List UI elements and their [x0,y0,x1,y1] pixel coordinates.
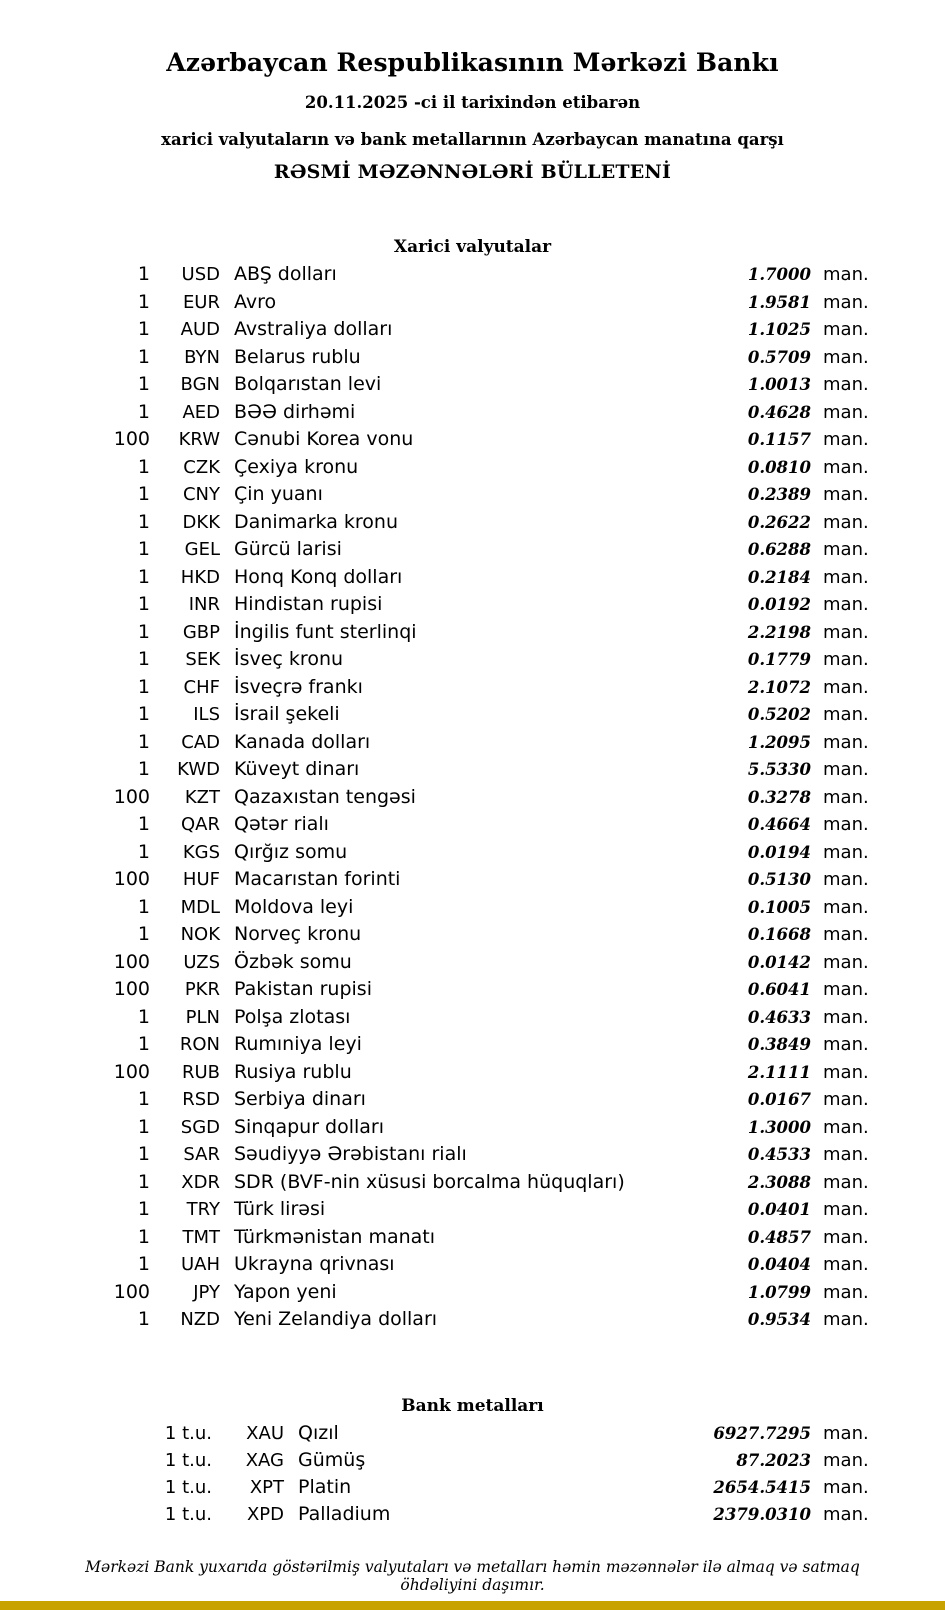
rate-value: 1.3000 [747,1117,811,1137]
table-row [60,1033,885,1061]
table-row [60,1253,885,1281]
currency-code: KWD [177,759,220,780]
currency-name: Belarus rublu [234,345,361,368]
currency-code: SGD [180,1116,220,1138]
rate-value: 0.6041 [747,980,811,999]
currency-code: XDR [181,1171,220,1193]
table-row [60,1116,885,1144]
metals-heading: Bank metalları [401,1395,544,1416]
currency-code: UZS [183,951,220,973]
rate-quantity: 1 [137,895,150,918]
rate-unit: man. [823,511,869,533]
currency-name: Çexiya kronu [234,455,359,478]
currency-code: ILS [193,704,220,725]
table-row [60,1088,885,1116]
rate-unit: man. [823,539,869,560]
rate-unit: man. [823,566,869,588]
currency-code: HKD [180,566,220,588]
currency-name: Palladium [298,1502,391,1525]
currency-rates-table [60,263,885,1336]
rate-unit: man. [823,786,869,808]
currency-code: XPD [246,1503,284,1525]
rate-unit: man. [823,1254,869,1275]
currency-name: İsveç kronu [234,648,344,670]
table-row [60,566,885,594]
rate-quantity: 1 [137,1033,150,1055]
rate-value: 87.2023 [736,1450,811,1470]
rate-quantity: 1 [137,1225,150,1248]
currency-name: Pakistan rupisi [234,978,372,1000]
currency-code: BYN [184,346,220,368]
currency-name: Türk lirəsi [234,1198,326,1220]
rate-value: 0.2622 [747,512,811,532]
currency-name: Qazaxıstan tengəsi [234,785,416,808]
rate-quantity: 1 t.u. [164,1476,212,1498]
bottom-accent-bar [0,1601,945,1610]
rate-quantity: 1 [137,593,150,615]
rate-value: 0.4633 [747,1007,811,1027]
rate-value: 0.6288 [747,540,811,559]
footnote: Mərkəzi Bank yuxarıda göstərilmiş valyutaları və metalları həmin məzənnələr ilə almaq və satmaq öhdəliyini daşımır. [85,1557,860,1594]
rate-unit: man. [823,951,869,973]
rate-value: 0.2389 [747,485,811,504]
rate-value: 0.4664 [747,815,811,834]
currency-code: XPT [249,1476,284,1498]
rate-quantity: 1 t.u. [164,1422,212,1444]
currency-code: MDL [180,896,220,918]
rate-value: 0.0194 [747,842,811,862]
rate-value: 1.2095 [747,732,811,752]
rate-unit: man. [823,649,869,670]
currency-code: INR [188,594,220,615]
table-row [60,1006,885,1034]
rate-quantity: 1 [137,1088,150,1110]
currency-name: Platin [298,1475,352,1498]
currency-code: SEK [185,649,220,670]
metal-rates-table [60,1422,885,1530]
currency-name: Polşa zlotası [234,1005,351,1028]
rate-value: 2379.0310 [713,1504,811,1524]
currency-name: Rusiya rublu [234,1060,352,1083]
rate-unit: man. [823,731,869,753]
rate-unit: man. [823,841,869,863]
rate-value: 1.0799 [747,1282,811,1302]
currency-code: XAU [246,1422,284,1444]
currency-code: KGS [182,841,220,863]
currency-name: Norveç kronu [234,923,362,945]
currency-name: Özbək somu [234,950,352,973]
rate-unit: man. [823,1449,869,1471]
rate-value: 2.3088 [747,1172,811,1192]
currency-name: Yeni Zelandiya dolları [234,1308,438,1330]
table-row [60,1171,885,1199]
rate-unit: man. [823,1034,869,1055]
rate-value: 2.1111 [747,1062,811,1082]
rate-value: 0.4533 [747,1145,811,1164]
currency-code: EUR [182,291,220,313]
table-row [60,1281,885,1309]
currency-name: Honq Konq dolları [234,565,403,588]
rate-value: 0.0142 [747,952,811,972]
rate-unit: man. [823,1309,869,1330]
currency-code: KZT [184,786,220,808]
rate-value: 1.7000 [747,265,811,284]
rate-unit: man. [823,594,869,615]
currency-name: İsrail şekeli [234,703,340,725]
rate-quantity: 1 [137,345,150,368]
table-row [60,896,885,924]
rate-value: 0.0810 [747,457,811,477]
currency-code: NZD [180,1309,220,1330]
rate-unit: man. [823,1089,869,1110]
rate-unit: man. [823,484,869,505]
currency-name: Gümüş [298,1448,366,1471]
table-row [60,263,885,291]
rate-unit: man. [823,1281,869,1303]
rate-unit: man. [823,346,869,368]
document-title: RƏSMİ MƏZƏNNƏLƏRİ BÜLLETENİ [273,161,672,183]
bank-name: Azərbaycan Respublikasının Mərkəzi Bankı [166,48,779,77]
rate-quantity: 100 [113,428,150,450]
currency-name: Ukrayna qrivnası [234,1253,395,1275]
currency-code: AED [182,401,220,423]
currency-name: Gürcü larisi [234,538,342,560]
rate-quantity: 100 [113,978,150,1000]
currency-code: HUF [182,869,220,890]
rate-quantity: 1 [137,538,150,560]
currency-code: NOK [180,924,220,945]
rate-unit: man. [823,291,869,313]
rate-quantity: 1 [137,1198,150,1220]
rate-quantity: 1 [137,483,150,505]
currency-code: UAH [180,1254,220,1275]
table-row [60,786,885,814]
table-row [60,318,885,346]
currency-name: Yapon yeni [234,1280,337,1303]
rate-quantity: 1 [137,648,150,670]
currency-code: DKK [182,511,220,533]
currency-name: ABŞ dolları [234,263,337,285]
rate-quantity: 100 [113,950,150,973]
rate-quantity: 1 [137,1005,150,1028]
rate-value: 0.4628 [747,402,811,422]
rate-value: 2.2198 [747,622,811,642]
table-row [60,758,885,786]
rate-quantity: 1 [137,758,150,780]
rate-quantity: 1 [137,675,150,698]
table-row [60,1476,885,1503]
rate-quantity: 1 [137,730,150,753]
rate-quantity: 1 [137,923,150,945]
currency-code: TRY [186,1199,220,1220]
currency-code: RON [179,1034,220,1055]
rate-value: 1.0013 [747,375,811,394]
rate-unit: man. [823,814,869,835]
table-row [60,1422,885,1449]
table-row [60,428,885,456]
rate-value: 0.3278 [747,787,811,807]
currency-name: Cənubi Korea vonu [234,428,414,450]
rate-unit: man. [823,319,869,340]
rate-unit: man. [823,1006,869,1028]
rate-value: 0.2184 [747,567,811,587]
table-row [60,346,885,374]
table-row [60,483,885,511]
table-row [60,1198,885,1226]
rate-unit: man. [823,1116,869,1138]
currencies-heading: Xarici valyutalar [393,237,552,257]
rate-value: 0.1005 [747,897,811,917]
currency-name: SDR (BVF-nin xüsusi borcalma hüquqları) [234,1170,625,1193]
table-row [60,373,885,401]
currency-name: Qətər rialı [234,813,329,835]
table-row [60,1061,885,1089]
rate-quantity: 1 t.u. [164,1503,212,1525]
currency-code: QAR [181,814,220,835]
currency-name: Hindistan rupisi [234,593,383,615]
table-row [60,648,885,676]
rate-quantity: 1 [137,400,150,423]
table-row [60,1503,885,1530]
rate-quantity: 100 [113,868,150,890]
table-row [60,621,885,649]
currency-code: KRW [178,429,220,450]
currency-name: Avro [234,290,277,313]
currency-code: RUB [181,1061,220,1083]
currency-name: Serbiya dinarı [234,1088,366,1110]
table-row [60,1308,885,1336]
rate-unit: man. [823,1476,869,1498]
currency-name: Küveyt dinarı [234,758,360,780]
currency-name: Qırğız somu [234,840,348,863]
rate-quantity: 1 [137,290,150,313]
currency-code: SAR [183,1144,220,1165]
rate-value: 6927.7295 [713,1423,811,1443]
rate-unit: man. [823,676,869,698]
rate-unit: man. [823,374,869,395]
currency-code: XAG [245,1449,284,1471]
rate-unit: man. [823,924,869,945]
table-row [60,511,885,539]
rate-value: 0.0167 [747,1090,811,1109]
rate-unit: man. [823,704,869,725]
table-row [60,593,885,621]
rate-unit: man. [823,401,869,423]
rate-value: 0.1157 [747,430,811,449]
currency-code: AUD [180,319,220,340]
currency-name: Sinqapur dolları [234,1115,385,1138]
currency-name: Bolqarıstan levi [234,373,382,395]
rate-value: 0.1668 [747,925,811,944]
rate-unit: man. [823,1199,869,1220]
currency-code: PKR [184,979,220,1000]
rate-unit: man. [823,1503,869,1525]
rate-unit: man. [823,869,869,890]
rate-unit: man. [823,1144,869,1165]
rate-unit: man. [823,1422,869,1444]
rate-quantity: 1 t.u. [164,1449,212,1471]
rate-value: 5.5330 [747,760,811,779]
rate-value: 0.9534 [747,1310,811,1329]
currency-code: BGN [180,374,220,395]
rate-quantity: 1 [137,813,150,835]
table-row [60,813,885,841]
currency-code: USD [181,264,220,285]
table-row [60,703,885,731]
currency-name: Səudiyyə Ərəbistanı rialı [234,1143,467,1165]
rate-unit: man. [823,1226,869,1248]
rate-quantity: 1 [137,620,150,643]
rate-value: 2654.5415 [713,1477,811,1497]
currency-name: Qızıl [298,1421,339,1444]
currency-name: BƏƏ dirhəmi [234,400,356,423]
rate-quantity: 100 [113,1060,150,1083]
rate-quantity: 1 [137,263,150,285]
rate-unit: man. [823,979,869,1000]
currency-name: İngilis funt sterlinqi [234,620,417,643]
rate-value: 1.1025 [747,320,811,339]
table-row [60,456,885,484]
rate-value: 0.4857 [747,1227,811,1247]
table-row [60,1226,885,1254]
table-row [60,401,885,429]
table-row [60,1143,885,1171]
table-row [60,291,885,319]
currency-name: Rumıniya leyi [234,1033,362,1055]
currency-name: Çin yuanı [234,483,323,505]
rate-value: 0.0404 [747,1255,811,1274]
currency-code: CHF [183,676,220,698]
rate-unit: man. [823,1171,869,1193]
table-row [60,1449,885,1476]
document-subtitle: xarici valyutaların və bank metallarının Azərbaycan manatına qarşı [161,130,784,149]
table-row [60,731,885,759]
rate-quantity: 1 [137,510,150,533]
rate-quantity: 1 [137,1253,150,1275]
rate-value: 0.5130 [747,870,811,889]
rate-value: 0.5202 [747,705,811,724]
currency-code: CZK [183,456,220,478]
rate-quantity: 100 [113,1280,150,1303]
table-row [60,538,885,566]
currency-code: GBP [182,621,220,643]
rate-value: 1.9581 [747,292,811,312]
table-row [60,923,885,951]
rate-quantity: 1 [137,318,150,340]
rate-quantity: 1 [137,455,150,478]
currency-code: PLN [185,1006,220,1028]
table-row [60,978,885,1006]
rate-unit: man. [823,896,869,918]
currency-name: Macarıstan forinti [234,868,401,890]
rate-value: 2.1072 [747,677,811,697]
rate-unit: man. [823,429,869,450]
rate-quantity: 1 [137,1115,150,1138]
rate-quantity: 1 [137,703,150,725]
rate-quantity: 100 [113,785,150,808]
currency-name: Kanada dolları [234,730,371,753]
rate-unit: man. [823,456,869,478]
currency-code: GEL [184,539,220,560]
rate-quantity: 1 [137,1308,150,1330]
rate-value: 0.3849 [747,1035,811,1054]
rate-value: 0.0401 [747,1200,811,1219]
currency-name: Moldova leyi [234,895,354,918]
table-row [60,841,885,869]
rate-unit: man. [823,264,869,285]
currency-name: Avstraliya dolları [234,318,393,340]
rate-value: 0.0192 [747,595,811,614]
rate-unit: man. [823,1061,869,1083]
currency-code: CAD [181,731,220,753]
currency-name: Türkmənistan manatı [234,1225,436,1248]
currency-code: TMT [182,1226,220,1248]
currency-code: CNY [182,484,220,505]
rate-quantity: 1 [137,373,150,395]
rate-quantity: 1 [137,1170,150,1193]
currency-code: RSD [182,1089,220,1110]
table-row [60,868,885,896]
rate-unit: man. [823,621,869,643]
table-row [60,676,885,704]
currency-name: Danimarka kronu [234,510,399,533]
rate-unit: man. [823,759,869,780]
document-header [60,48,885,183]
rate-quantity: 1 [137,565,150,588]
currency-code: JPY [193,1281,220,1303]
table-row [60,951,885,979]
rate-quantity: 1 [137,1143,150,1165]
rate-value: 0.5709 [747,347,811,367]
currency-name: İsveçrə frankı [234,675,363,698]
rate-value: 0.1779 [747,650,811,669]
rate-quantity: 1 [137,840,150,863]
effective-date: 20.11.2025 -ci il tarixindən etibarən [304,93,641,112]
